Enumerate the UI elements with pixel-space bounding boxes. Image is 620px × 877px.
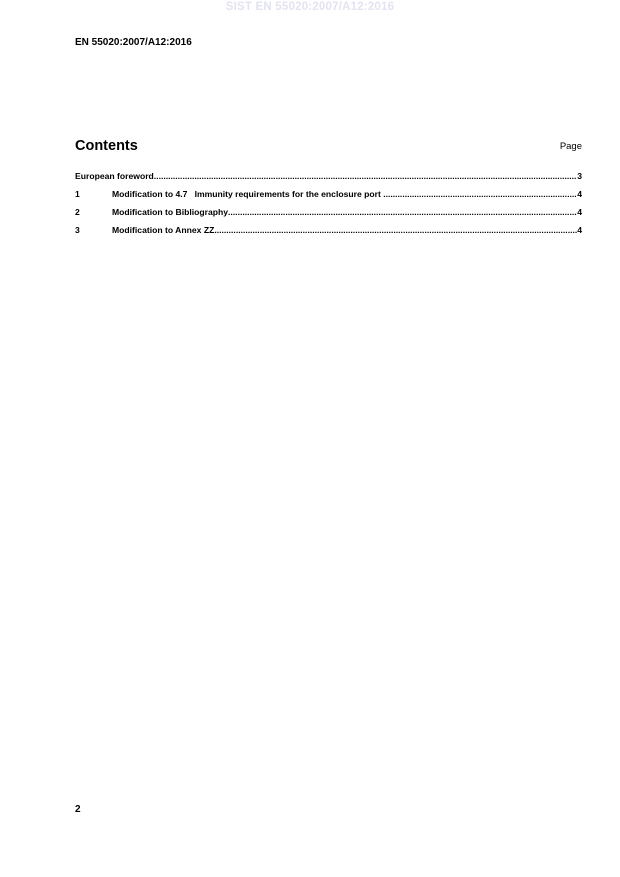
toc-entry-title: Modification to Bibliography <box>112 207 229 217</box>
contents-heading-row <box>75 138 582 154</box>
table-of-contents <box>75 170 582 242</box>
document-id-header: EN 55020:2007/A12:2016 <box>75 37 192 48</box>
toc-dot-leader <box>383 188 577 201</box>
toc-entry-title: Modification to Annex ZZ <box>112 225 215 235</box>
toc-entry-3[interactable] <box>75 224 582 237</box>
watermark: SIST EN 55020:2007/A12:2016 <box>225 1 395 13</box>
toc-entry-2[interactable] <box>75 206 582 219</box>
toc-entry-number: 3 <box>75 225 80 235</box>
toc-entry-title: Modification to 4.7 Immunity requirements for the enclosure port <box>112 189 384 199</box>
toc-entry-number: 1 <box>75 189 80 199</box>
toc-entry-page: 4 <box>577 207 582 217</box>
toc-entry-1[interactable] <box>75 188 582 201</box>
page-column-label: Page <box>559 141 582 152</box>
page-number: 2 <box>75 804 81 815</box>
toc-entry-title: European foreword <box>75 171 154 181</box>
contents-title: Contents <box>75 138 138 154</box>
toc-entry-number: 2 <box>75 207 80 217</box>
toc-dot-leader <box>228 206 577 219</box>
toc-dot-leader <box>154 170 577 183</box>
toc-dot-leader <box>214 224 577 237</box>
toc-entry-page: 3 <box>577 171 582 181</box>
toc-entry-page: 4 <box>577 189 582 199</box>
toc-entry-european-foreword[interactable] <box>75 170 582 183</box>
toc-entry-page: 4 <box>577 225 582 235</box>
